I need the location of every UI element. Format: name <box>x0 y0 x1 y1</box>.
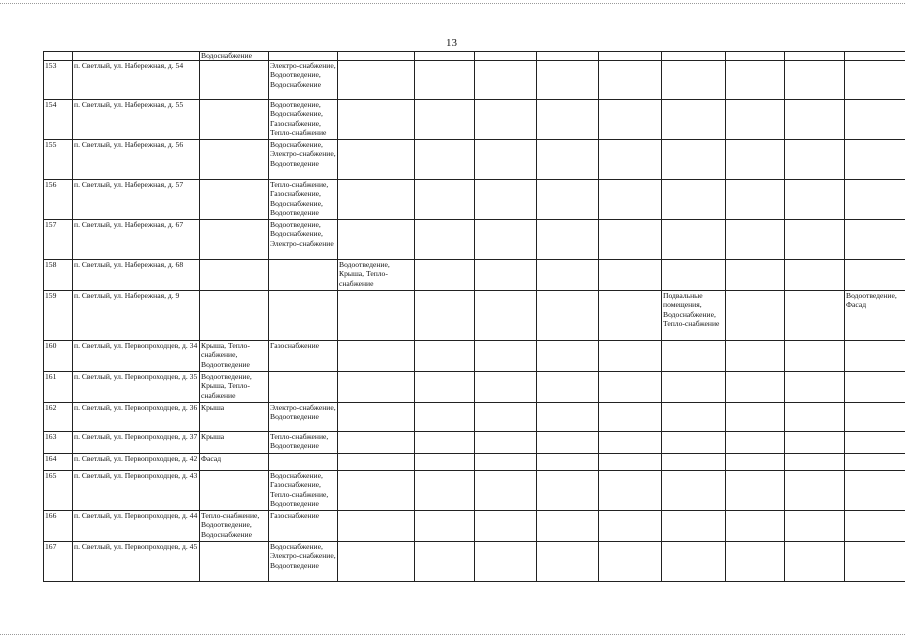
works-cell <box>338 61 415 100</box>
empty-cell <box>415 260 475 291</box>
works-cell: Водоотведение, Водоснабжение, Газоснабжение, Тепло-снабжение <box>269 100 338 140</box>
table-row <box>44 341 905 372</box>
row-number-cell: 165 <box>44 471 73 511</box>
works-cell <box>662 220 726 260</box>
row-number-cell: 156 <box>44 180 73 220</box>
table-body <box>44 52 905 582</box>
empty-cell <box>785 454 845 471</box>
row-number-cell: 157 <box>44 220 73 260</box>
works-cell <box>269 372 338 403</box>
works-cell <box>338 454 415 471</box>
table-row <box>44 291 905 341</box>
table-row <box>44 372 905 403</box>
works-cell <box>845 180 905 220</box>
works-cell: Крыша <box>200 403 269 432</box>
works-cell <box>338 471 415 511</box>
works-cell: Крыша <box>200 432 269 454</box>
empty-cell <box>537 180 599 220</box>
works-cell <box>338 511 415 542</box>
empty-cell <box>537 291 599 341</box>
empty-cell <box>726 471 785 511</box>
row-number-cell: 153 <box>44 61 73 100</box>
works-cell <box>662 100 726 140</box>
table-row <box>44 471 905 511</box>
row-number-cell: 163 <box>44 432 73 454</box>
works-cell <box>200 180 269 220</box>
works-cell <box>845 372 905 403</box>
empty-cell <box>415 471 475 511</box>
works-cell <box>338 372 415 403</box>
works-cell: Тепло-снабжение, Водоотведение, Водоснабжение <box>200 511 269 542</box>
empty-cell <box>785 372 845 403</box>
works-cell: Тепло-снабжение, Газоснабжение, Водоснабжение, Водоотведение <box>269 180 338 220</box>
works-cell <box>200 542 269 582</box>
works-cell <box>200 100 269 140</box>
empty-cell <box>475 471 537 511</box>
empty-cell <box>415 140 475 180</box>
empty-cell <box>415 542 475 582</box>
works-cell <box>662 341 726 372</box>
row-number-cell: 154 <box>44 100 73 140</box>
empty-cell <box>415 432 475 454</box>
empty-cell <box>415 291 475 341</box>
empty-cell <box>726 220 785 260</box>
empty-cell <box>475 454 537 471</box>
empty-cell <box>726 341 785 372</box>
works-cell <box>338 180 415 220</box>
works-cell <box>200 260 269 291</box>
empty-cell <box>785 432 845 454</box>
works-cell <box>845 471 905 511</box>
table-row <box>44 454 905 471</box>
row-number-cell: 158 <box>44 260 73 291</box>
works-cell: Подвальные помещения, Водоснабжение, Тепло-снабжение <box>662 291 726 341</box>
works-cell <box>662 140 726 180</box>
works-cell <box>845 260 905 291</box>
empty-cell <box>785 341 845 372</box>
works-cell <box>845 61 905 100</box>
empty-cell <box>415 180 475 220</box>
address-cell: п. Светлый, ул. Набережная, д. 68 <box>73 260 200 291</box>
works-cell <box>845 542 905 582</box>
works-cell: Крыша, Тепло-снабжение, Водоотведение <box>200 341 269 372</box>
address-cell: п. Светлый, ул. Первопроходцев, д. 34 <box>73 341 200 372</box>
row-number-cell: 166 <box>44 511 73 542</box>
works-cell <box>662 403 726 432</box>
empty-cell <box>785 511 845 542</box>
works-cell <box>662 260 726 291</box>
row-number-cell: 160 <box>44 341 73 372</box>
row-number-cell: 161 <box>44 372 73 403</box>
works-cell: Водоснабжение, Газоснабжение, Тепло-снабжение, Водоотведение <box>269 471 338 511</box>
table-row <box>44 180 905 220</box>
empty-cell <box>537 511 599 542</box>
row-number-cell: 164 <box>44 454 73 471</box>
carry-over-cell: Водоснабжение <box>200 52 269 61</box>
address-cell: п. Светлый, ул. Набережная, д. 55 <box>73 100 200 140</box>
carry-over-row <box>44 52 905 61</box>
empty-cell <box>726 100 785 140</box>
empty-cell <box>599 454 662 471</box>
empty-cell <box>785 100 845 140</box>
empty-cell <box>785 260 845 291</box>
empty-cell <box>726 403 785 432</box>
works-cell: Водоснабжение, Электро-снабжение, Водоотведение <box>269 542 338 582</box>
page-number: 13 <box>446 37 457 49</box>
works-cell <box>845 140 905 180</box>
empty-cell <box>599 432 662 454</box>
table-row <box>44 61 905 100</box>
carry-over-cell <box>475 52 537 61</box>
empty-cell <box>415 341 475 372</box>
empty-cell <box>415 61 475 100</box>
empty-cell <box>415 100 475 140</box>
empty-cell <box>785 140 845 180</box>
empty-cell <box>415 454 475 471</box>
carry-over-cell <box>44 52 73 61</box>
row-number-cell: 159 <box>44 291 73 341</box>
works-cell <box>338 542 415 582</box>
works-cell: Водоотведение, Водоснабжение, Электро-снабжение <box>269 220 338 260</box>
empty-cell <box>475 511 537 542</box>
works-cell <box>662 471 726 511</box>
carry-over-cell <box>73 52 200 61</box>
address-cell: п. Светлый, ул. Первопроходцев, д. 44 <box>73 511 200 542</box>
empty-cell <box>475 542 537 582</box>
row-number-cell: 167 <box>44 542 73 582</box>
works-cell <box>338 140 415 180</box>
address-cell: п. Светлый, ул. Первопроходцев, д. 45 <box>73 542 200 582</box>
empty-cell <box>475 403 537 432</box>
works-cell <box>338 100 415 140</box>
works-cell <box>269 260 338 291</box>
empty-cell <box>726 180 785 220</box>
works-cell <box>338 220 415 260</box>
empty-cell <box>726 511 785 542</box>
empty-cell <box>599 260 662 291</box>
empty-cell <box>537 100 599 140</box>
empty-cell <box>537 454 599 471</box>
works-cell <box>200 140 269 180</box>
works-cell: Электро-снабжение, Водоотведение, Водоснабжение <box>269 61 338 100</box>
empty-cell <box>537 260 599 291</box>
empty-cell <box>537 61 599 100</box>
empty-cell <box>599 471 662 511</box>
row-number-cell: 162 <box>44 403 73 432</box>
empty-cell <box>415 403 475 432</box>
works-cell <box>338 403 415 432</box>
empty-cell <box>726 140 785 180</box>
scan-edge-bottom <box>0 634 905 635</box>
empty-cell <box>475 341 537 372</box>
works-cell: Фасад <box>200 454 269 471</box>
empty-cell <box>415 511 475 542</box>
carry-over-cell <box>269 52 338 61</box>
works-cell <box>662 511 726 542</box>
repair-schedule-table <box>43 51 905 582</box>
address-cell: п. Светлый, ул. Первопроходцев, д. 42 <box>73 454 200 471</box>
scan-edge-top <box>0 3 905 4</box>
works-cell: Тепло-снабжение, Водоотведение <box>269 432 338 454</box>
works-cell <box>269 454 338 471</box>
address-cell: п. Светлый, ул. Набережная, д. 56 <box>73 140 200 180</box>
empty-cell <box>475 432 537 454</box>
empty-cell <box>785 542 845 582</box>
empty-cell <box>537 341 599 372</box>
empty-cell <box>537 432 599 454</box>
works-cell <box>338 432 415 454</box>
empty-cell <box>726 454 785 471</box>
works-cell: Электро-снабжение, Водоотведение <box>269 403 338 432</box>
carry-over-cell <box>599 52 662 61</box>
table-row <box>44 432 905 454</box>
table-row <box>44 100 905 140</box>
works-cell <box>845 454 905 471</box>
empty-cell <box>475 61 537 100</box>
empty-cell <box>599 100 662 140</box>
address-cell: п. Светлый, ул. Набережная, д. 9 <box>73 291 200 341</box>
works-cell <box>662 372 726 403</box>
empty-cell <box>475 140 537 180</box>
empty-cell <box>726 291 785 341</box>
empty-cell <box>475 291 537 341</box>
table-row <box>44 511 905 542</box>
empty-cell <box>537 403 599 432</box>
works-cell <box>845 341 905 372</box>
works-cell: Водоснабжение, Электро-снабжение, Водоотведение <box>269 140 338 180</box>
address-cell: п. Светлый, ул. Набережная, д. 54 <box>73 61 200 100</box>
empty-cell <box>599 403 662 432</box>
address-cell: п. Светлый, ул. Первопроходцев, д. 37 <box>73 432 200 454</box>
works-cell <box>845 432 905 454</box>
empty-cell <box>599 220 662 260</box>
works-cell: Водоотведение, Крыша, Тепло-снабжение <box>200 372 269 403</box>
empty-cell <box>599 180 662 220</box>
works-cell <box>662 542 726 582</box>
empty-cell <box>475 100 537 140</box>
empty-cell <box>415 372 475 403</box>
empty-cell <box>599 341 662 372</box>
works-cell: Водоотведение, Фасад <box>845 291 905 341</box>
empty-cell <box>537 542 599 582</box>
address-cell: п. Светлый, ул. Набережная, д. 57 <box>73 180 200 220</box>
empty-cell <box>415 220 475 260</box>
works-cell <box>200 220 269 260</box>
address-cell: п. Светлый, ул. Набережная, д. 67 <box>73 220 200 260</box>
empty-cell <box>785 403 845 432</box>
carry-over-cell <box>537 52 599 61</box>
carry-over-cell <box>338 52 415 61</box>
works-cell <box>662 180 726 220</box>
empty-cell <box>785 291 845 341</box>
empty-cell <box>537 140 599 180</box>
empty-cell <box>726 542 785 582</box>
address-cell: п. Светлый, ул. Первопроходцев, д. 36 <box>73 403 200 432</box>
works-cell <box>845 511 905 542</box>
works-cell: Водоотведение, Крыша, Тепло-снабжение <box>338 260 415 291</box>
works-cell <box>269 291 338 341</box>
works-cell <box>338 291 415 341</box>
empty-cell <box>537 471 599 511</box>
empty-cell <box>726 61 785 100</box>
empty-cell <box>726 260 785 291</box>
works-cell <box>200 291 269 341</box>
address-cell: п. Светлый, ул. Первопроходцев, д. 43 <box>73 471 200 511</box>
empty-cell <box>785 180 845 220</box>
carry-over-cell <box>845 52 905 61</box>
table-row <box>44 403 905 432</box>
works-cell: Газоснабжение <box>269 341 338 372</box>
works-cell <box>200 61 269 100</box>
table-row <box>44 260 905 291</box>
carry-over-cell <box>662 52 726 61</box>
carry-over-cell <box>415 52 475 61</box>
works-cell <box>662 454 726 471</box>
empty-cell <box>599 140 662 180</box>
empty-cell <box>599 372 662 403</box>
empty-cell <box>537 220 599 260</box>
empty-cell <box>599 61 662 100</box>
empty-cell <box>537 372 599 403</box>
works-cell <box>845 220 905 260</box>
empty-cell <box>475 180 537 220</box>
works-cell <box>662 432 726 454</box>
works-cell <box>200 471 269 511</box>
works-cell <box>845 100 905 140</box>
empty-cell <box>599 511 662 542</box>
address-cell: п. Светлый, ул. Первопроходцев, д. 35 <box>73 372 200 403</box>
carry-over-cell <box>785 52 845 61</box>
empty-cell <box>475 372 537 403</box>
row-number-cell: 155 <box>44 140 73 180</box>
carry-over-cell <box>726 52 785 61</box>
table-row <box>44 220 905 260</box>
works-cell: Газоснабжение <box>269 511 338 542</box>
empty-cell <box>475 220 537 260</box>
empty-cell <box>599 542 662 582</box>
empty-cell <box>785 220 845 260</box>
empty-cell <box>785 61 845 100</box>
empty-cell <box>785 471 845 511</box>
table-row <box>44 542 905 582</box>
works-cell <box>662 61 726 100</box>
empty-cell <box>726 432 785 454</box>
works-cell <box>338 341 415 372</box>
empty-cell <box>475 260 537 291</box>
table-row <box>44 140 905 180</box>
empty-cell <box>599 291 662 341</box>
empty-cell <box>726 372 785 403</box>
works-cell <box>845 403 905 432</box>
